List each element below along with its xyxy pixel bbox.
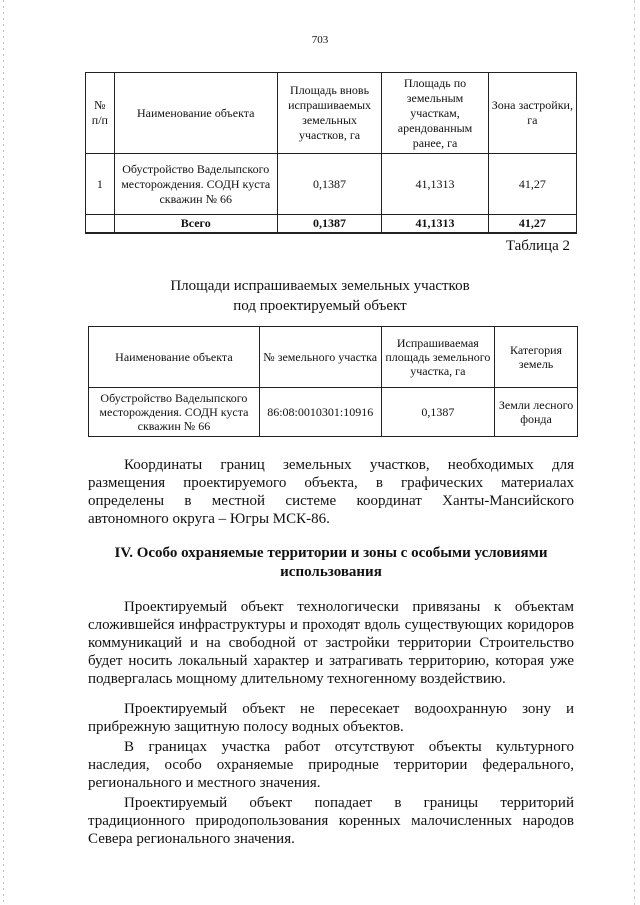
header-new-area: Площадь вновь испрашиваемых земельных участков, га: [277, 73, 382, 154]
cell-object-name: Обустройство Ваделыпского месторождения. СОДН куста скважин № 66: [114, 154, 277, 215]
scan-edge-right: [634, 0, 635, 905]
header-zone: Зона застройки, га: [488, 73, 576, 154]
header-number: № п/п: [86, 73, 115, 154]
paragraph-cultural-heritage: В границах участка работ отсутствуют объекты культурного наследия, особо охраняемые природные территории федерального, регионального и местного значения.: [88, 739, 574, 791]
paragraph-water-zone: Проектируемый объект не пересекает водоохранную зону и прибрежную защитную полосу водных объектов.: [88, 701, 574, 735]
cell-prev-area: 41,1313: [382, 154, 488, 215]
cell-total-empty: [86, 215, 115, 234]
header-plot-number: № земельного участка: [259, 327, 381, 388]
header-object-name: Наименование объекта: [89, 327, 260, 388]
header-requested-area: Испрашиваемая площадь земельного участка, га: [381, 327, 495, 388]
cell-number: 1: [86, 154, 115, 215]
table-requested-plots: [88, 326, 578, 437]
paragraph-coordinates: Координаты границ земельных участков, необходимых для размещения проектируемого объекта, в графических материалах определены в местной системе координат Ханты-Мансийского автономного округа – Югры МСК-86.: [88, 457, 574, 527]
cell-land-category: Земли лесного фонда: [495, 388, 578, 437]
cell-plot-number: 86:08:0010301:10916: [259, 388, 381, 437]
table-label: Таблица 2: [505, 238, 570, 254]
table-total-row: [86, 215, 577, 234]
caption-line-2: под проектируемый объект: [233, 298, 407, 314]
cell-requested-area: 0,1387: [381, 388, 495, 437]
paragraph-traditional-use: Проектируемый объект попадает в границы территорий традиционного природопользования коренных малочисленных народов Севера регионального значения.: [88, 795, 574, 847]
table-header-row: [89, 327, 578, 388]
paragraph-infrastructure: Проектируемый объект технологически привязаны к объектам сложившейся инфраструктуры и проходят вдоль существующих коридоров коммуникаций и на свободной от застройки территории Строительство будет носить локальный характер и затрагивать территорию, которая уже подвергалась мощному длительному техногенному воздействию.: [88, 599, 574, 687]
table-row: [89, 388, 578, 437]
header-land-category: Категория земель: [495, 327, 578, 388]
table-header-row: [86, 73, 577, 154]
table-land-areas-summary: [85, 72, 577, 234]
caption-line-1: Площади испрашиваемых земельных участков: [170, 278, 470, 294]
cell-total-label: Всего: [114, 215, 277, 234]
section-heading-line-1: IV. Особо охраняемые территории и зоны с особыми условиями: [114, 545, 548, 561]
cell-object-name: Обустройство Ваделыпского месторождения. СОДН куста скважин № 66: [89, 388, 260, 437]
cell-total-zone: 41,27: [488, 215, 576, 234]
table-row: [86, 154, 577, 215]
cell-total-prev-area: 41,1313: [382, 215, 488, 234]
section-heading-line-2: использования: [280, 564, 382, 580]
cell-total-new-area: 0,1387: [277, 215, 382, 234]
header-object-name: Наименование объекта: [114, 73, 277, 154]
cell-zone: 41,27: [488, 154, 576, 215]
scan-edge-left: [3, 0, 4, 905]
table-caption: [0, 276, 640, 316]
section-heading: [88, 544, 574, 582]
header-prev-area: Площадь по земельным участкам, арендованным ранее, га: [382, 73, 488, 154]
cell-new-area: 0,1387: [277, 154, 382, 215]
page-number: 703: [311, 34, 329, 46]
